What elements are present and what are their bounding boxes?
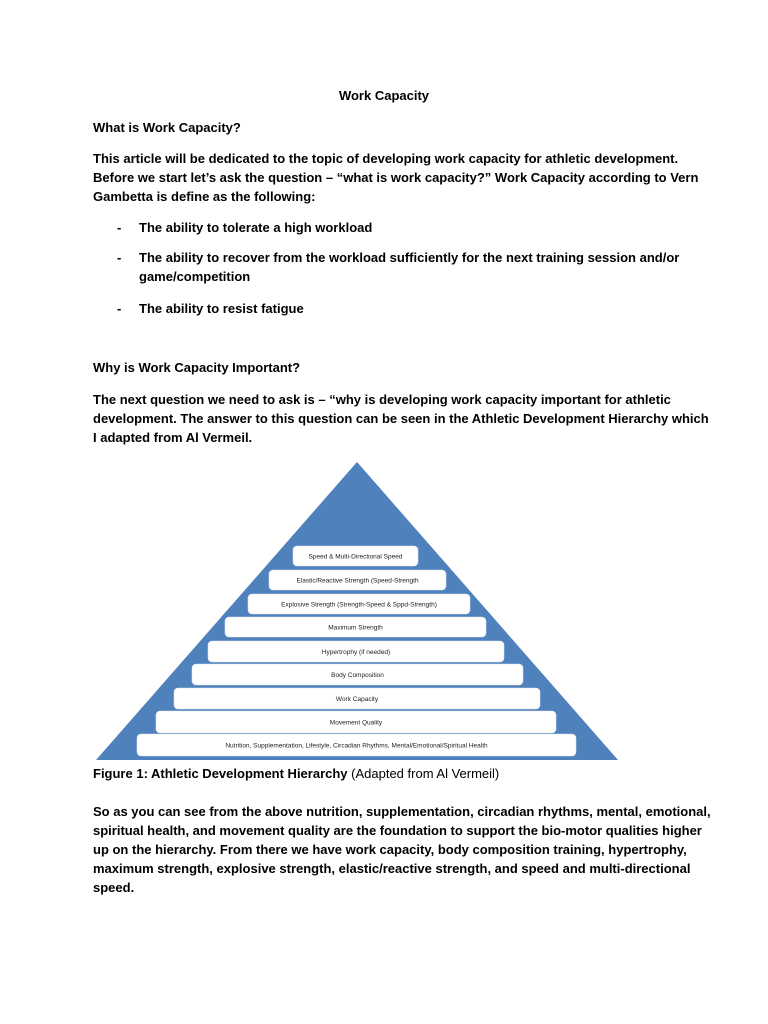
pyramid-level-label: Elastic/Reactive Strength (Speed-Strength (296, 577, 419, 585)
why-line: development. The answer to this question can be seen in the Athletic Development Hierarchy which (93, 411, 709, 426)
why-line: I adapted from Al Vermeil. (93, 430, 253, 445)
pyramid-level-label: Body Composition (331, 671, 384, 679)
intro-line: Before we start let’s ask the question – “what is work capacity?” Work Capacity according to Vern (93, 170, 699, 185)
bullet-dash: - (117, 301, 122, 316)
intro-line: Gambetta is define as the following: (93, 189, 316, 204)
bullet-dash: - (117, 250, 122, 265)
pyramid-level-label: Explosive Strength (Strength-Speed & Sppd-Strength) (281, 601, 437, 609)
document-title: Work Capacity (338, 88, 430, 103)
why-line: The next question we need to ask is – “why is developing work capacity important for athletic (93, 392, 671, 407)
figure-caption (93, 766, 499, 782)
bullet-text: The ability to recover from the workload sufficiently for the next training session and/or (139, 250, 680, 265)
pyramid-level-label: Work Capacity (335, 695, 379, 703)
figure-caption-label: Figure 1: Athletic Development Hierarchy (93, 766, 348, 781)
section-heading-what: What is Work Capacity? (93, 120, 241, 135)
intro-line: This article will be dedicated to the topic of developing work capacity for athletic development. (93, 151, 679, 166)
pyramid-level-label: Movement Quality (329, 719, 383, 727)
pyramid-level-label: Speed & Multi-Directional Speed (308, 553, 403, 561)
closing-line: speed. (93, 880, 135, 895)
bullet-text: The ability to resist fatigue (139, 301, 304, 316)
figure-caption-source: (Adapted from Al Vermeil) (347, 766, 500, 781)
closing-line: maximum strength, explosive strength, elastic/reactive strength, and speed and multi-directional (93, 861, 691, 876)
closing-line: up on the hierarchy. From there we have work capacity, body composition training, hypertrophy, (93, 842, 687, 857)
pyramid-level-label: Maximum Strength (328, 624, 383, 632)
bullet-text: game/competition (139, 269, 251, 284)
closing-paragraph (93, 802, 711, 897)
section-heading-why: Why is Work Capacity Important? (93, 360, 301, 375)
pyramid-level-label: Nutrition, Supplementation, Lifestyle, Circadian Rhythms, Mental/Emotional/Spiritual Health (225, 742, 488, 750)
bullet-text: The ability to tolerate a high workload (139, 220, 373, 235)
pyramid-level-label: Hypertrophy (if needed) (321, 648, 391, 656)
closing-line: So as you can see from the above nutrition, supplementation, circadian rhythms, mental, emotional, (93, 804, 711, 819)
bullet-dash: - (117, 220, 122, 235)
closing-line: spiritual health, and movement quality are the foundation to support the bio-motor qualities higher (93, 823, 702, 838)
